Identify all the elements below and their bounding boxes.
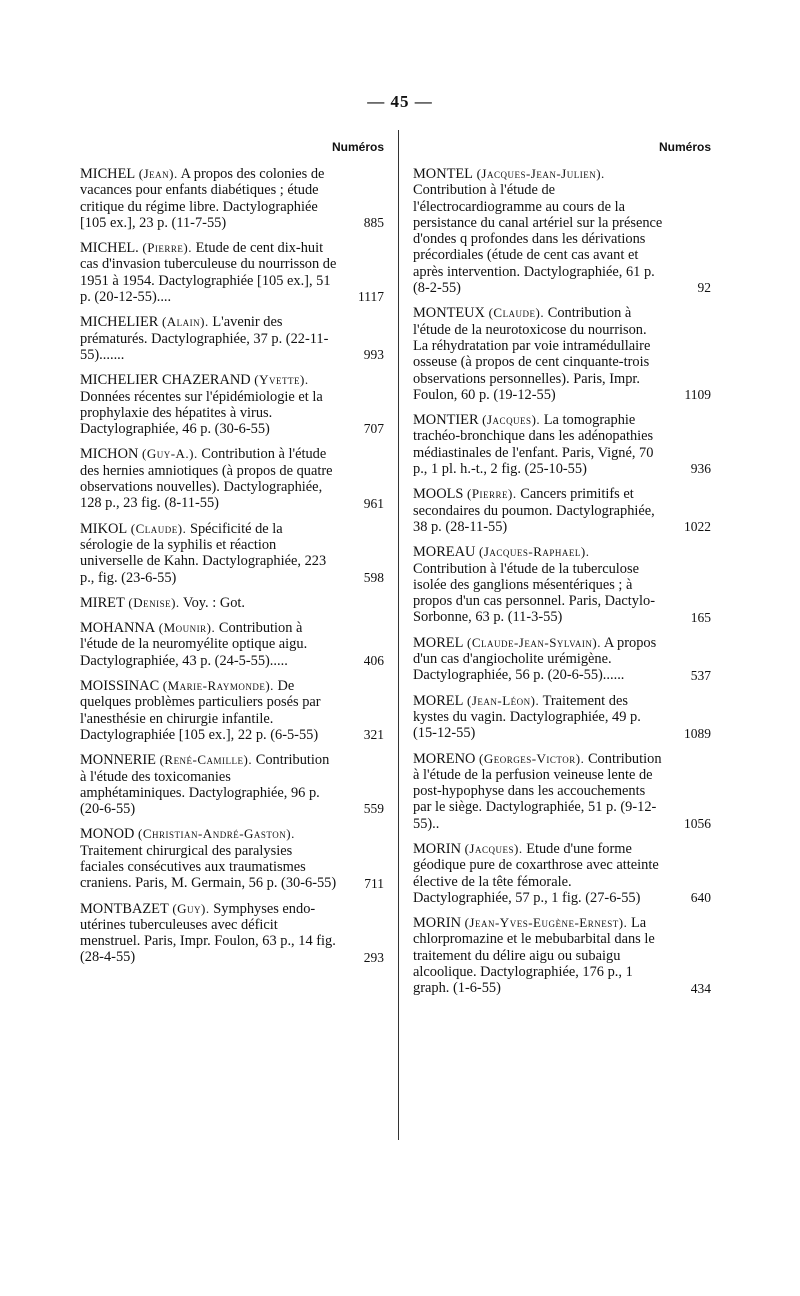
- index-entry: [413, 841, 711, 906]
- entry-author: MICHEL: [80, 166, 136, 182]
- entry-description: De quelques problèmes particuliers posés par l'anesthésie en chirurgie infantile. Dactylographiée [105 ex.], 22 p. (6-5-55): [80, 678, 321, 743]
- entry-number: 598: [363, 569, 384, 585]
- entry-number: 165: [690, 609, 711, 625]
- entry-firstname: (Denise).: [128, 594, 180, 610]
- index-entry: [80, 446, 384, 511]
- entry-author: MICHON: [80, 446, 139, 463]
- entry-author: MIRET: [80, 594, 125, 611]
- entry-author: MICHELIER CHAZERAND: [80, 372, 251, 389]
- column-header-left: Numéros: [331, 140, 384, 154]
- entry-author: MOISSINAC: [80, 678, 160, 695]
- index-entry: [413, 751, 711, 832]
- entry-text: [80, 678, 338, 743]
- entry-number: 1117: [358, 289, 384, 305]
- entry-description: Cancers primitifs et secondaires du poumon. Dactylographiée, 38 p. (28-11-55): [413, 486, 655, 535]
- entry-author: MOHANNA: [80, 620, 156, 637]
- entry-firstname: (Mounir).: [158, 620, 216, 636]
- entry-number: 559: [363, 801, 384, 817]
- entry-firstname: (Yvette).: [254, 372, 309, 388]
- entry-text: [80, 372, 338, 437]
- entry-text: [80, 595, 338, 611]
- index-entry: [80, 372, 384, 437]
- entry-author: MORIN: [413, 915, 461, 932]
- entry-text: [413, 166, 665, 296]
- entry-text: [413, 693, 665, 742]
- entry-firstname: (René-Camille).: [159, 752, 253, 768]
- entry-firstname: (Pierre).: [142, 240, 193, 256]
- entry-firstname: (Guy-A.).: [141, 446, 198, 462]
- column-divider: [398, 130, 399, 1140]
- index-entry: [80, 166, 384, 231]
- entry-text: [413, 544, 665, 625]
- entry-author: MORENO: [413, 750, 476, 767]
- index-entry: [413, 635, 711, 684]
- entry-firstname: (Georges-Victor).: [478, 750, 585, 766]
- entry-number: 961: [363, 495, 384, 511]
- entry-description: Traitement chirurgical des paralysies faciales consécutives aux traumatismes craniens. Paris, M. Germain, 56 p. (30-6-55): [80, 842, 337, 892]
- right-entry-list: [413, 166, 711, 997]
- right-column: [413, 140, 711, 1006]
- entry-description: Etude d'une forme géodique pure de coxarthrose avec atteinte élective de la tête fémorale. Dactylographiée, 57 p., 1 fig. (27-6-55): [413, 840, 659, 906]
- entry-description: La tomographie trachéo-bronchique dans les adénopathies médiastinales de l'enfant. Paris, Vigné, 70 p., 1 pl. h.-t., 2 fig. (25-10-55): [413, 412, 654, 478]
- page-number: — 45 —: [367, 92, 433, 111]
- entry-text: [413, 841, 665, 906]
- index-entry: [80, 678, 384, 743]
- entry-author: MOOLS: [413, 486, 464, 503]
- entry-description: Traitement des kystes du vagin. Dactylographiée, 49 p. (15-12-55): [413, 692, 641, 742]
- entry-firstname: (Claude).: [130, 520, 187, 536]
- entry-author: MICHELIER: [80, 314, 159, 331]
- entry-number: 936: [690, 461, 711, 477]
- entry-description: La chlorpromazine et le mebubarbital dans le traitement du délire aigu ou subaigu alcoolique. Dactylographiée, 176 p., 1 graph. (1-6-55): [413, 915, 655, 997]
- entry-author: MIKOL: [80, 520, 128, 537]
- entry-text: [80, 166, 338, 231]
- entry-description: Contribution à l'étude de la neuromyélite optique aigu. Dactylographiée, 43 p. (24-5-55).....: [80, 620, 308, 669]
- entry-author: MONTIER: [413, 412, 479, 429]
- index-entry: [80, 826, 384, 891]
- entry-text: [80, 240, 338, 305]
- entry-text: [413, 751, 665, 832]
- entry-description: Données récentes sur l'épidémiologie et la prophylaxie des hépatites à virus. Dactylographiée, 46 p. (30-6-55): [80, 388, 323, 438]
- entry-number: 293: [363, 949, 384, 965]
- column-header-right: Numéros: [658, 140, 711, 154]
- entry-description: A propos d'un cas d'angiocholite urémigène. Dactylographiée, 56 p. (20-6-55)......: [413, 634, 657, 684]
- entry-description: L'avenir des prématurés. Dactylographiée, 37 p. (22-11-55).......: [80, 314, 329, 363]
- entry-firstname: (Jean-Yves-Eugène-Ernest).: [464, 915, 628, 931]
- entry-firstname: (Marie-Raymonde).: [162, 678, 274, 694]
- index-entry: [413, 486, 711, 535]
- entry-number: 707: [363, 421, 384, 437]
- entry-firstname: (Claude-Jean-Sylvain).: [466, 634, 602, 650]
- entry-description: Contribution à l'étude de la neurotoxicose du nourrison. La réhydratation par voie intramédullaire osseuse (à propos de cent cinquante-trois observations personnelles). Paris, Impr. Foulon, 60 p. (19-12-55): [413, 305, 651, 403]
- entry-author: MONTBAZET: [80, 900, 169, 917]
- entry-text: [413, 635, 665, 684]
- entry-text: [80, 620, 338, 669]
- index-entry: [80, 595, 384, 611]
- entry-number: 321: [363, 727, 384, 743]
- entry-description: Contribution à l'étude de la tuberculose isolée des ganglions mésentériques ; à propos d'un cas personnel. Paris, Dactylo-Sorbonne, 63 p. (11-3-55): [413, 560, 655, 626]
- entry-description: Spécificité de la sérologie de la syphilis et réaction universelle de Kahn. Dactylographiée, 223 p., fig. (23-6-55): [80, 520, 327, 586]
- entry-author: MOREL: [413, 692, 464, 709]
- entry-description: Contribution à l'étude des hernies amniotiques (à propos de quatre observations nouvelles). Dactylographiée, 128 p., 23 fig. (8-11-55): [80, 446, 333, 512]
- index-entry: [413, 305, 711, 403]
- entry-text: [80, 446, 338, 511]
- entry-description: Contribution à l'étude de l'électrocardiogramme au cours de la persistance du canal artériel sur la présence d'ondes q profondes dans les dérivations précordiales (étude de cent cas avant et après intervention. Dactylographiée, 61 p. (8-2-55): [413, 182, 663, 297]
- entry-text: [413, 412, 665, 477]
- entry-firstname: (Jacques-Jean-Julien).: [476, 166, 605, 181]
- index-entry: [80, 240, 384, 305]
- entry-description: Contribution à l'étude de la perfusion veineuse lente de post-hypophyse dans les accouchements par le siège. Dactylographiée, 51 p. (9-12-55)..: [413, 750, 662, 832]
- entry-firstname: (Jean).: [138, 166, 178, 181]
- entry-author: MICHEL.: [80, 240, 139, 257]
- entry-number: 711: [364, 875, 384, 891]
- entry-author: MONOD: [80, 826, 135, 843]
- index-entry: [80, 620, 384, 669]
- entry-text: [80, 314, 338, 363]
- entry-number: 640: [690, 890, 711, 906]
- entry-number: 885: [363, 215, 384, 231]
- entry-firstname: (Jean-Léon).: [466, 692, 540, 708]
- entry-author: MONTEUX: [413, 305, 485, 322]
- index-entry: [413, 544, 711, 625]
- entry-number: 1056: [684, 815, 711, 831]
- entry-firstname: (Alain).: [161, 314, 209, 330]
- entry-author: MOREAU: [413, 544, 476, 561]
- index-entry: [413, 412, 711, 477]
- index-entry: [80, 314, 384, 363]
- entry-author: MORIN: [413, 840, 461, 857]
- entry-number: 406: [363, 653, 384, 669]
- entry-number: 92: [697, 280, 711, 296]
- entry-number: 1022: [684, 519, 711, 535]
- entry-firstname: (Claude).: [488, 305, 545, 321]
- entry-description: Symphyses endo-utérines tuberculeuses avec déficit menstruel. Paris, Impr. Foulon, 63 p., 14 fig. (28-4-55): [80, 900, 336, 966]
- entry-text: [80, 901, 338, 966]
- entry-author: MONTEL: [413, 166, 473, 182]
- entry-firstname: (Guy).: [172, 900, 210, 916]
- entry-firstname: (Pierre).: [466, 486, 517, 502]
- index-entry: [413, 166, 711, 296]
- index-entry: [413, 693, 711, 742]
- index-entry: [80, 521, 384, 586]
- index-entry: [80, 752, 384, 817]
- entry-firstname: (Christian-André-Gaston).: [137, 826, 295, 842]
- entry-description: Etude de cent dix-huit cas d'invasion tuberculeuse du nourrisson de 1951 à 1954. Dactylographiée [105 ex.], 51 p. (20-12-55)....: [80, 240, 337, 306]
- left-column: [80, 140, 384, 975]
- entry-text: [413, 486, 665, 535]
- index-entry: [413, 915, 711, 996]
- entry-author: MONNERIE: [80, 752, 156, 769]
- entry-number: 993: [363, 347, 384, 363]
- entry-description: Contribution à l'étude des toxicomanies amphétaminiques. Dactylographiée, 96 p. (20-6-55): [80, 752, 330, 818]
- entry-description: A propos des colonies de vacances pour enfants diabétiques ; étude critique du régime libre. Dactylographiée [105 ex.], 23 p. (11-7-55): [80, 166, 325, 231]
- entry-text: [80, 826, 338, 891]
- entry-text: [413, 305, 665, 403]
- entry-number: 434: [690, 980, 711, 996]
- entry-author: MOREL: [413, 634, 464, 651]
- entry-firstname: (Jacques).: [464, 840, 523, 856]
- entry-firstname: (Jacques).: [482, 412, 541, 428]
- entry-firstname: (Jacques-Raphael).: [478, 544, 590, 560]
- index-entry: [80, 901, 384, 966]
- entry-number: 1109: [684, 387, 711, 403]
- entry-text: [413, 915, 665, 996]
- entry-number: 1089: [684, 725, 711, 741]
- entry-number: 537: [690, 667, 711, 683]
- entry-text: [80, 752, 338, 817]
- entry-description: Voy. : Got.: [183, 594, 245, 611]
- entry-text: [80, 521, 338, 586]
- left-entry-list: [80, 166, 384, 966]
